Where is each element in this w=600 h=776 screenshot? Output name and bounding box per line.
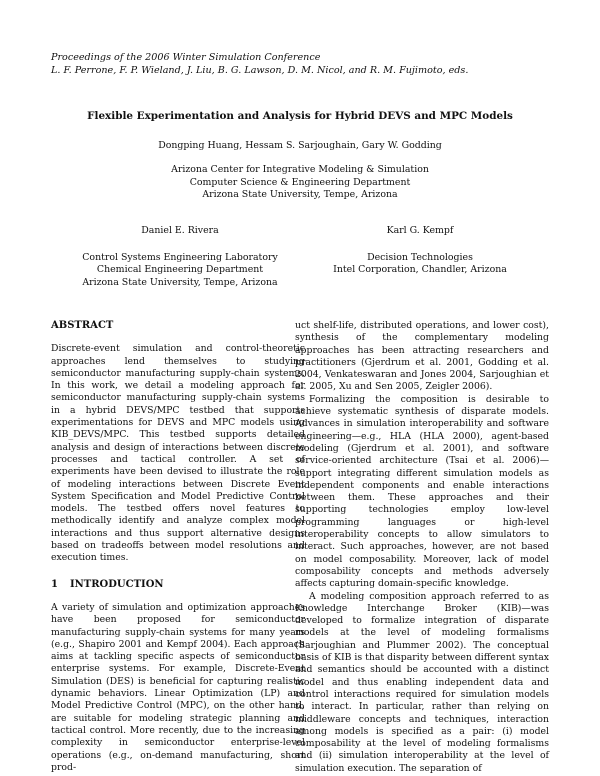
section-number: 1 <box>51 578 58 590</box>
right-column <box>295 320 549 775</box>
paper-title: Flexible Experimentation and Analysis for Hybrid DEVS and MPC Models <box>87 110 513 122</box>
affiliation-line: Arizona State University, Tempe, Arizona <box>202 189 398 201</box>
affiliation-line: Arizona State University, Tempe, Arizona <box>82 276 278 288</box>
author-name: Karl G. Kempf <box>386 225 454 236</box>
section-title: INTRODUCTION <box>69 578 164 590</box>
proceedings-editors: L. F. Perrone, F. P. Wieland, J. Liu, B. G. Lawson, D. M. Nicol, and R. M. Fujimoto, eds. <box>51 65 469 76</box>
proceedings-header <box>51 51 468 77</box>
left-column <box>51 320 305 774</box>
author-block-right <box>300 225 540 277</box>
abstract-heading: ABSTRACT <box>51 320 114 331</box>
affiliation-line: Decision Technologies <box>367 251 473 263</box>
affiliation-line: Arizona Center for Integrative Modeling & Simulation <box>171 164 429 175</box>
affiliation-line: Computer Science & Engineering Department <box>189 176 411 188</box>
paragraph: A modeling composition approach referred to as Knowledge Interchange Broker (KIB)—was developed to formalize integration of disparate models at the level of modeling formalisms (Sarjoughian and Plummer 2002). The conceptual basis of KIB is that disparity between different syntax and semantics should be accounted with a distinct model and thus enabling independent data and control interactions required for simulation models to interact. In particular, rather than relying on middleware concepts and techniques, interaction among models is specified as a pair: (i) model composability at the level of modeling formalisms and (ii) simulation interoperability at the level of simulation execution. The separation of <box>295 590 549 774</box>
abstract-text: Discrete-event simulation and control-theoretic approaches lend themselves to studying semiconductor manufacturing supply-chain systems. In this work, we detail a modeling approach for semiconductor manufacturing supply-chain systems in a hybrid DEVS/MPC testbed that supports experimentations for DEVS and MPC models using KIB_DEVS/MPC. This testbed supports detailed analysis and design of interactions between discrete processes and tactical controller. A set of experiments have been devised to illustrate the role of modeling interactions between Discrete Event System Specification and Model Predictive Control models. The testbed offers novel features to methodically identify and analyze complex model interactions and thus support alternative designs based on tradeoffs between model resolutions and execution times. <box>51 343 305 564</box>
paragraph: Formalizing the composition is desirable to achieve systematic synthesis of disparate models. Advances in simulation interoperability and software engineering—e.g., HLA (HLA 2000), agent-based modeling (Gjerdrum et al. 2001), and software service-oriented architecture (Tsai et al. 2006)—support integrating different simulation models as independent components and enable interactions between them. These approaches and their supporting technologies employ low-level programming languages or high-level interoperability concepts to allow simulators to interact. Such approaches, however, are not based on model composability. Moreover, lack of model composability concepts and methods adversely affects capturing domain-specific knowledge. <box>295 393 549 590</box>
paragraph: A variety of simulation and optimization approaches have been proposed for semiconductor manufacturing supply-chain systems for many years (e.g., Shapiro 2001 and Kempf 2004). Each approach aims at tackling specific aspects of semiconductor enterprise systems. For example, Discrete-Event Simulation (DES) is beneficial for capturing realistic dynamic behaviors. Linear Optimization (LP) and Model Predictive Control (MPC), on the other hand, are suitable for modeling strategic planning and tactical control. More recently, due to the increasing complexity in semiconductor enterprise-level operations (e.g., on-demand manufacturing, short prod- <box>51 601 305 773</box>
affiliation-line: Chemical Engineering Department <box>96 264 264 276</box>
proceedings-title: Proceedings of the 2006 Winter Simulation Conference <box>51 52 321 63</box>
author-block-left <box>60 225 300 289</box>
author-name: Daniel E. Rivera <box>141 225 219 236</box>
author-list: Dongping Huang, Hessam S. Sarjoughain, Gary W. Godding <box>158 140 442 151</box>
section-heading <box>51 579 305 591</box>
affiliation-line: Intel Corporation, Chandler, Arizona <box>333 264 507 276</box>
paragraph: uct shelf-life, distributed operations, and lower cost), synthesis of the complementary modeling approaches has been attracting researchers and practitioners (Gjerdrum et al. 2001, Godding et al. 2004, Venkateswaran and Jones 2004, Sarjoughian et al. 2005, Xu and Sen 2005, Zeigler 2006). <box>295 320 549 393</box>
affiliation <box>0 164 600 202</box>
affiliation-line: Control Systems Engineering Laboratory <box>82 251 278 263</box>
